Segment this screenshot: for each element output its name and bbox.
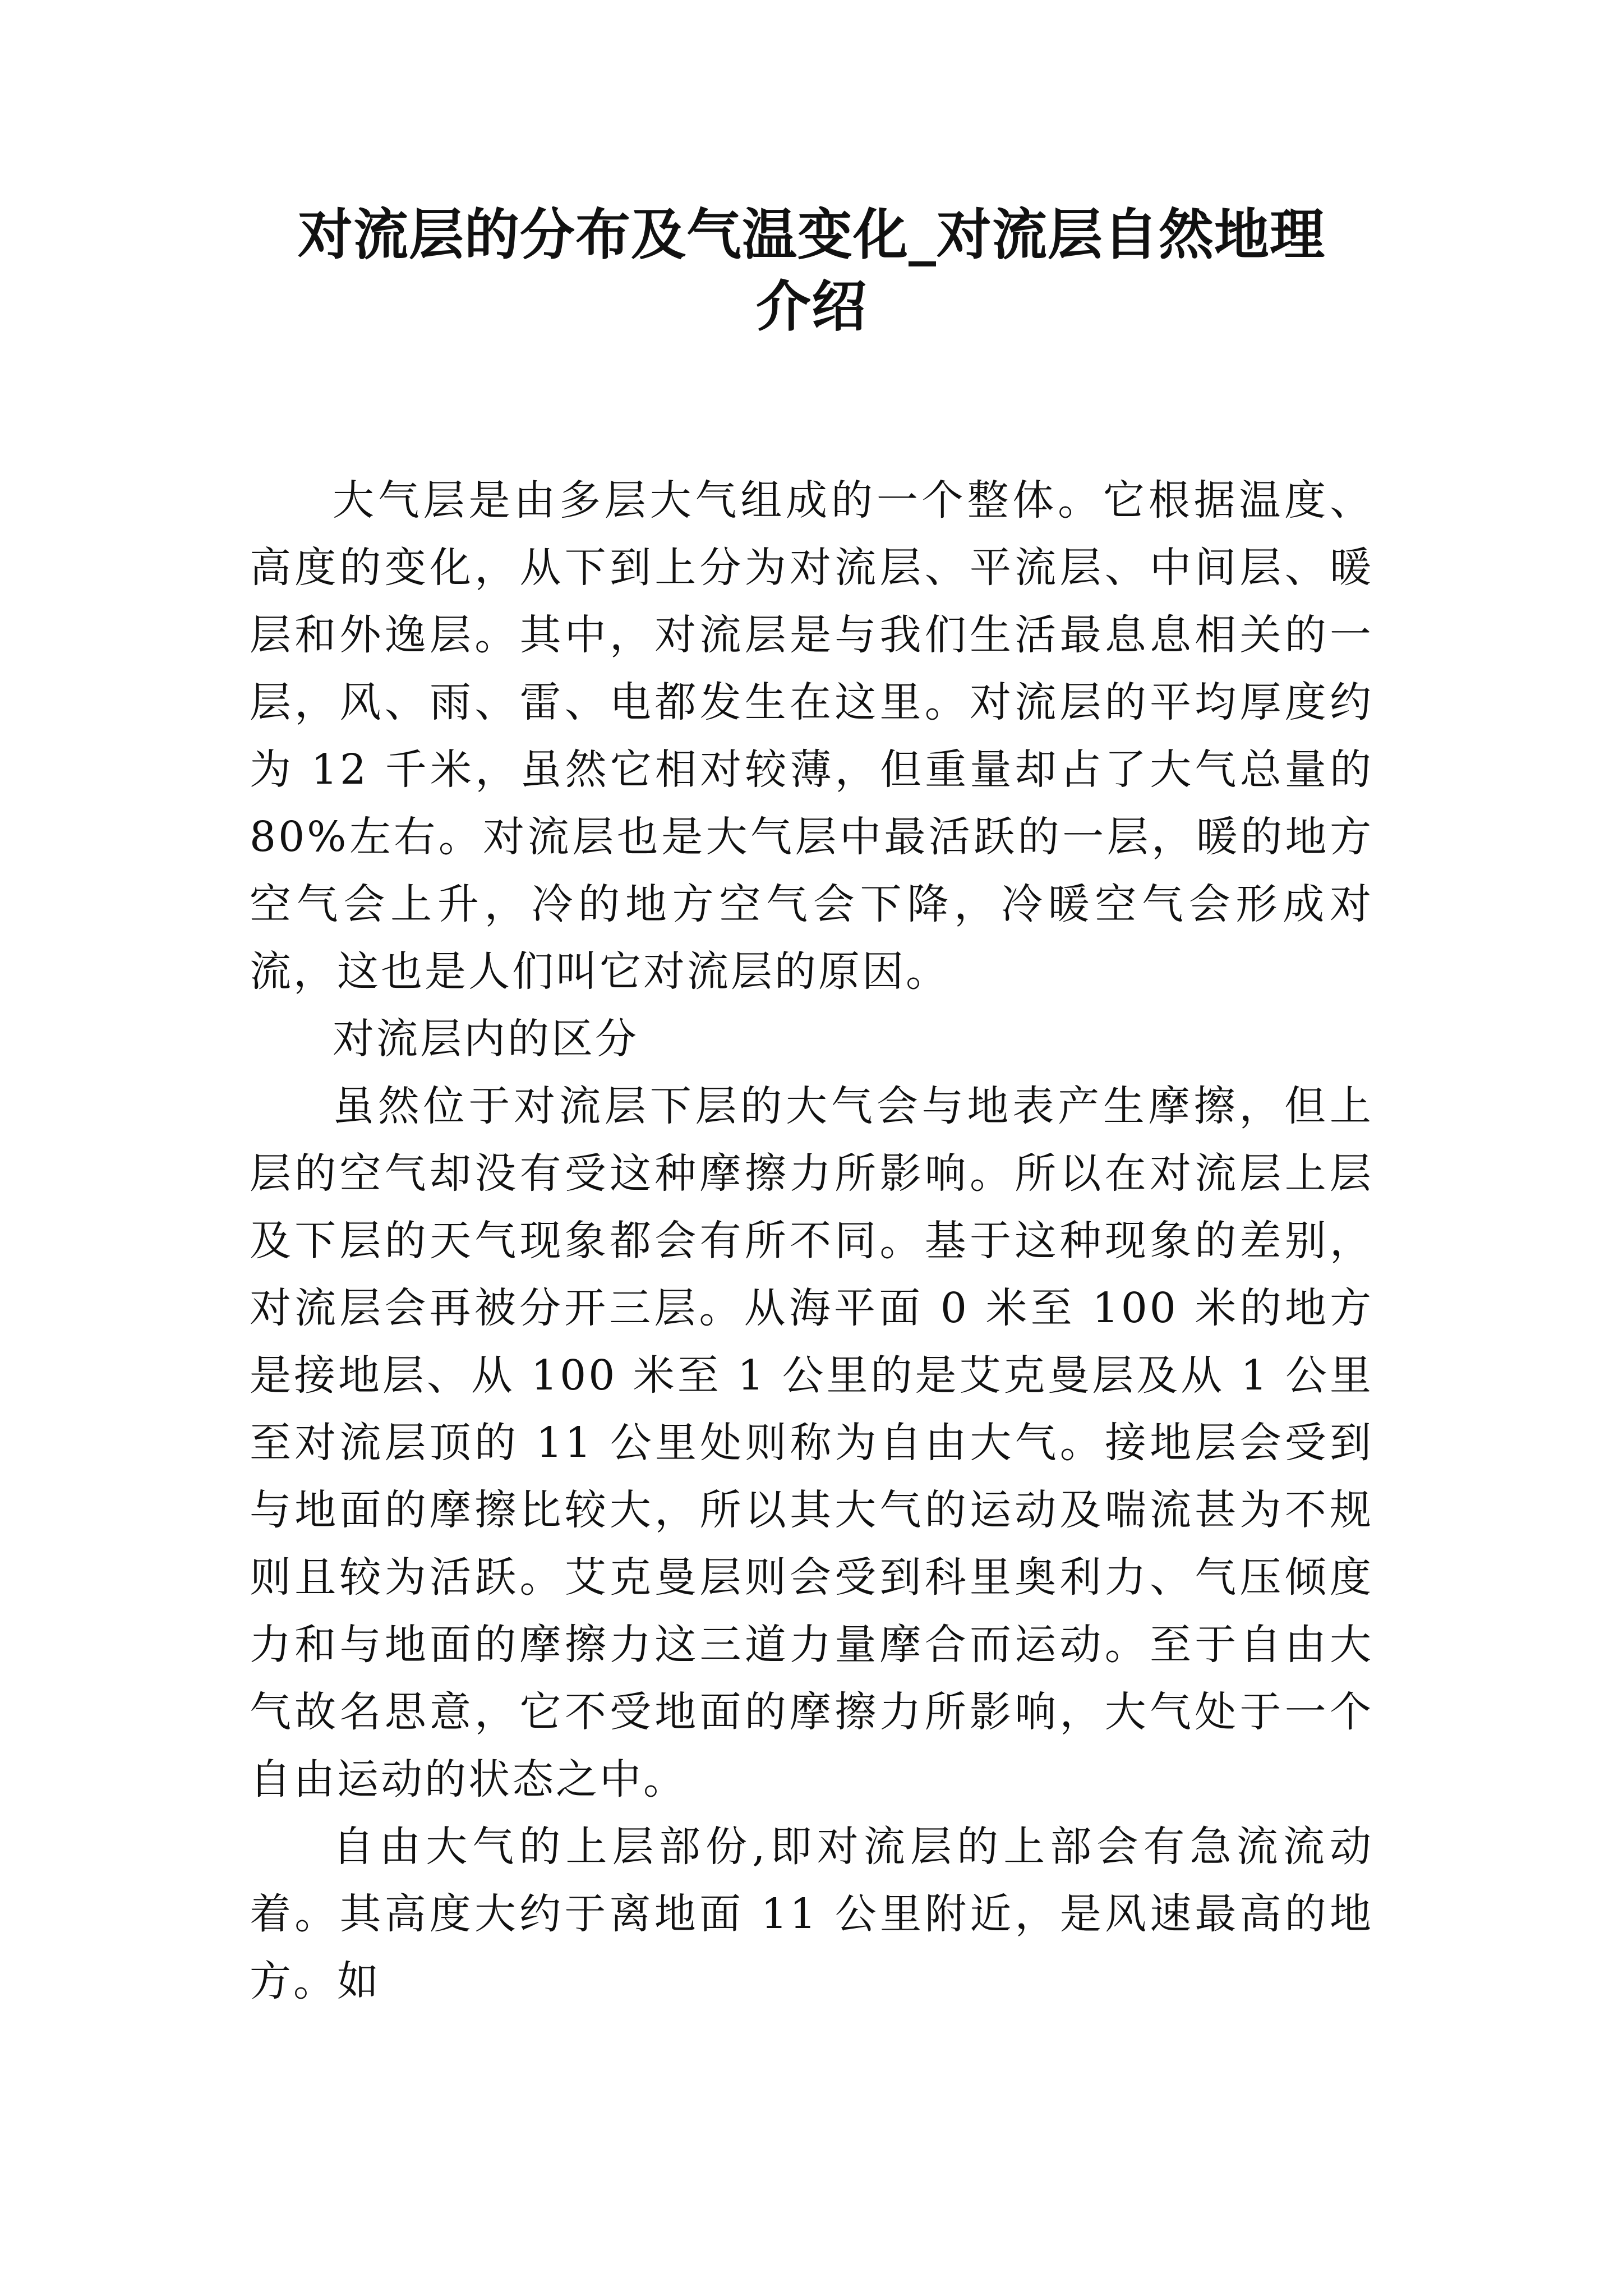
paragraph-intro: 大气层是由多层大气组成的一个整体。它根据温度、高度的变化，从下到上分为对流层、平流层、中间层、暖层和外逸层。其中，对流层是与我们生活最息息相关的一层，风、雨、雷、电都发生在这里。对流层的平均厚度约为 12 千米，虽然它相对较薄，但重量却占了大气总量的 80%左右。对流层也是大气层中最活跃的一层，暖的地方空气会上升，冷的地方空气会下降，冷暖空气会形成对流，这也是人们叫它对流层的原因。 bbox=[250, 476, 1373, 996]
paragraph-jet-stream: 自由大气的上层部份,即对流层的上部会有急流流动着。其高度大约于离地面 11 公里附近，是风速最高的地方。如 bbox=[250, 1823, 1373, 2005]
document-title bbox=[236, 199, 1387, 343]
section-heading-divisions: 对流层内的区分 bbox=[333, 1015, 639, 1063]
title-line-1: 对流层的分布及气温变化_对流层自然地理 bbox=[297, 203, 1325, 267]
document-body bbox=[250, 467, 1373, 2015]
paragraph-divisions: 虽然位于对流层下层的大气会与地表产生摩擦，但上层的空气却没有受这种摩擦力所影响。所以在对流层上层及下层的天气现象都会有所不同。基于这种现象的差别，对流层会再被分开三层。从海平面 0 米至 100 米的地方是接地层、从 100 米至 1 公里的是艾克曼层及从 1 公里至对流层顶的 11 公里处则称为自由大气。接地层会受到与地面的摩擦比较大，所以其大气的运动及喘流甚为不规则且较为活跃。艾克曼层则会受到科里奥利力、气压倾度力和与地面的摩擦力这三道力量摩合而运动。至于自由大气故名思意，它不受地面的摩擦力所影响，大气处于一个自由运动的状态之中。 bbox=[250, 1082, 1373, 1803]
title-line-2: 介绍 bbox=[755, 275, 867, 339]
